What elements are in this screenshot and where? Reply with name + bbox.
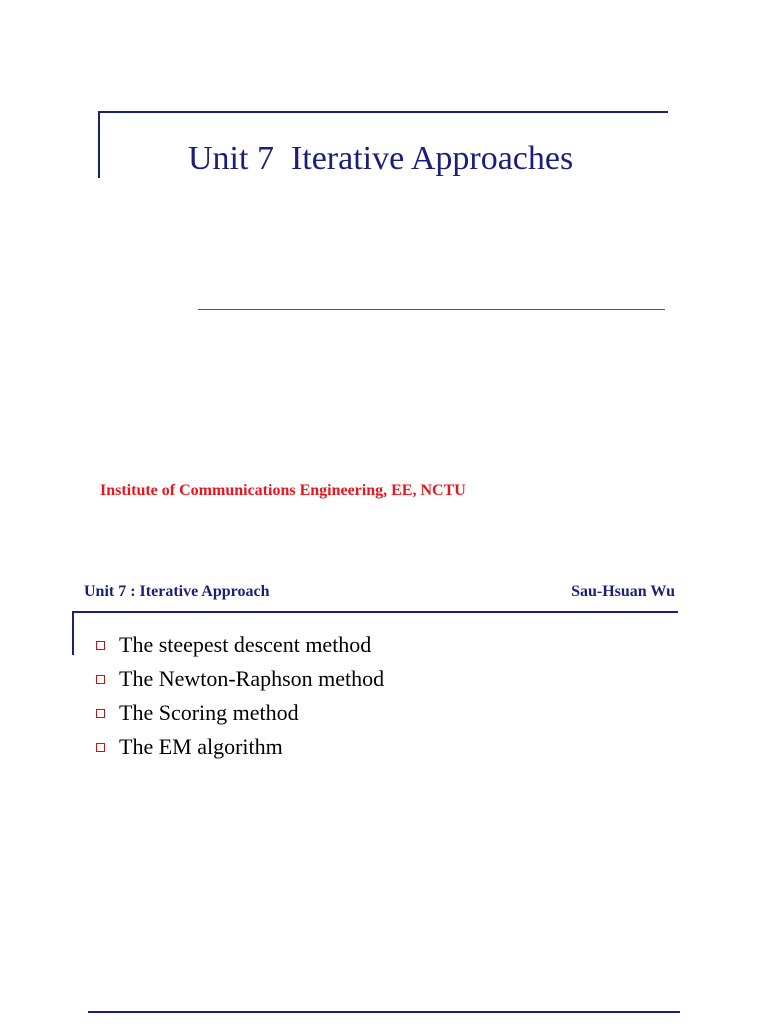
title-underline-rule <box>198 309 665 310</box>
content-frame-top-rule <box>72 611 678 613</box>
institute-name: Institute of Communications Engineering, EE, NCTU <box>100 482 466 499</box>
list-item <box>96 696 384 730</box>
list-item-label: The Scoring method <box>119 700 299 725</box>
list-item <box>96 662 384 696</box>
title-frame-left-rule <box>98 111 100 178</box>
list-item-label: The steepest descent method <box>119 632 372 657</box>
title-frame-top-rule <box>98 111 668 113</box>
list-item <box>96 730 384 764</box>
square-bullet-icon <box>96 675 105 684</box>
list-item-label: The Newton-Raphson method <box>119 666 385 691</box>
square-bullet-icon <box>96 743 105 752</box>
list-item-label: The EM algorithm <box>119 734 283 759</box>
footer-rule <box>88 1011 680 1013</box>
slide-header-unit: Unit 7 : Iterative Approach <box>84 583 270 600</box>
square-bullet-icon <box>96 709 105 718</box>
slide-title: Unit 7 Iterative Approaches <box>188 140 574 177</box>
content-frame-left-rule <box>72 611 74 655</box>
square-bullet-icon <box>96 641 105 650</box>
topic-list <box>96 628 384 764</box>
list-item <box>96 628 384 662</box>
slide-header-author: Sau-Hsuan Wu <box>571 583 675 600</box>
